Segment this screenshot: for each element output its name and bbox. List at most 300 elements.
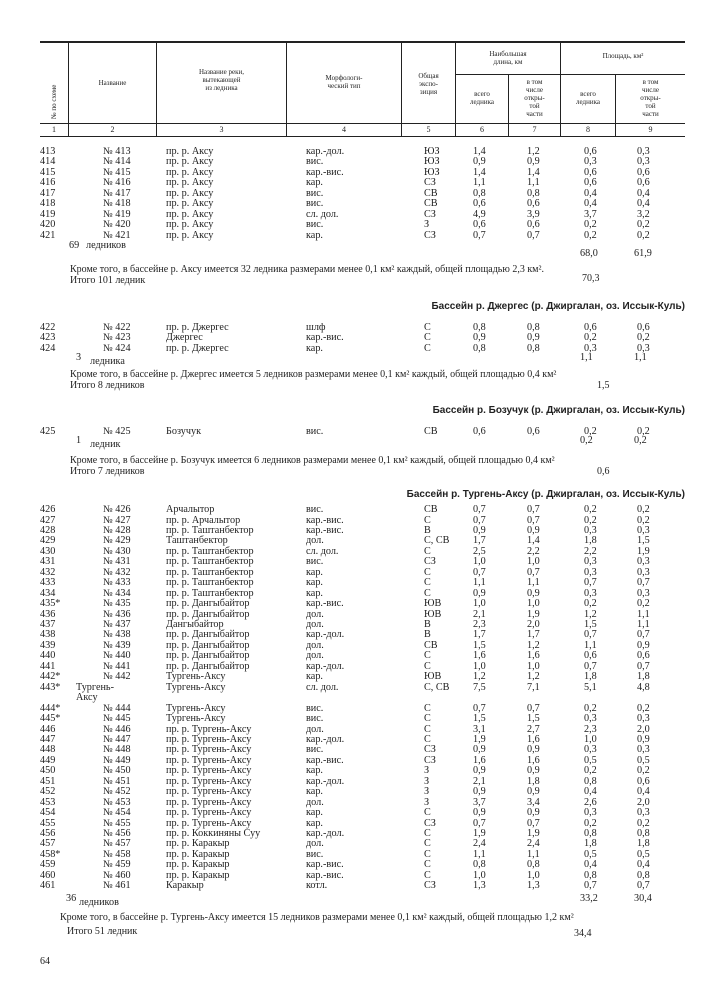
cell-length-total: 0,7 [473,702,486,714]
cell-area-open: 0,2 [637,765,650,777]
cell-length-total: 0,7 [473,566,486,578]
total-area-total: 1,1 [580,352,593,363]
cell-length-open: 0,7 [527,817,540,829]
cell-morph-type: кар. [306,817,323,829]
cell-morph-type: кар. [306,671,323,683]
cell-area-total: 0,2 [584,702,597,714]
cell-area-open: 0,3 [637,807,650,818]
cell-area-open: 0,7 [637,660,650,672]
cell-scheme-number: 436 [40,608,56,620]
cell-length-total: 1,0 [473,660,486,672]
cell-river-name: пр. р. Тургень-Аксу [166,765,252,777]
total-count: 36 [66,893,77,904]
cell-length-total: 0,7 [473,229,486,241]
cell-scheme-number: 449 [40,754,56,766]
cell-glacier-name: № 446 [103,723,131,735]
cell-glacier-name: № 418 [103,198,131,210]
cell-scheme-number: 443* [40,681,61,693]
cell-scheme-number: 433 [40,577,56,589]
cell-area-open: 0,9 [637,733,650,745]
cell-glacier-name: № 442 [103,671,131,683]
total-word: ледника [90,356,125,367]
cell-river-name: пр. р. Дангыбайтор [166,598,250,609]
cell-morph-type: кар.-дол. [306,660,345,672]
cell-length-open: 1,2 [527,639,540,651]
itogo-area: 70,3 [582,273,600,284]
col-number-5: 5 [426,125,431,134]
cell-exposition: С [424,322,431,333]
cell-glacier-name: № 457 [103,838,131,850]
cell-length-total: 7,5 [473,681,486,693]
cell-exposition: З [424,775,430,787]
cell-area-total: 2,6 [584,796,597,808]
cell-area-total: 0,2 [584,514,597,526]
cell-area-total: 0,4 [584,786,597,798]
cell-length-open: 1,1 [527,577,540,589]
col-number-4: 4 [342,125,346,134]
cell-area-total: 1,8 [584,838,597,850]
header-col-3: Название реки, вытекающей из ледника [198,68,245,92]
header-length-group: Наибольшая длина, км [489,50,527,66]
cell-scheme-number: 429 [40,535,56,547]
cell-length-total: 0,6 [473,198,486,210]
cell-area-total: 1,5 [584,619,597,630]
itogo-area: 1,5 [597,380,610,391]
cell-glacier-name: № 435 [103,598,131,609]
cell-exposition: СВ [424,639,438,651]
cell-exposition: С, СВ [424,681,450,693]
cell-area-open: 0,7 [637,629,650,641]
cell-morph-type: кар. [306,765,323,777]
cell-river-name: пр. р. Аксу [166,187,214,199]
cell-area-open: 1,1 [637,619,650,630]
cell-scheme-number: 428 [40,524,56,536]
cell-length-total: 1,1 [473,177,486,189]
header-col-1: № по схеме [50,84,58,119]
cell-length-open: 1,9 [527,608,540,620]
cell-area-open: 0,2 [637,514,650,526]
cell-length-open: 1,9 [527,828,540,839]
cell-length-total: 0,9 [473,765,486,777]
cell-exposition: СЗ [424,556,436,568]
cell-length-open: 2,4 [527,838,540,850]
cell-morph-type: вис. [306,556,324,568]
cell-glacier-name: № 449 [103,754,131,766]
cell-river-name: пр. р. Каракыр [166,848,230,860]
cell-length-open: 1,1 [527,177,540,189]
cell-scheme-number: 424 [40,342,56,354]
cell-area-total: 1,2 [584,608,597,620]
cell-glacier-name: № 417 [103,187,131,199]
cell-scheme-number: 423 [40,332,56,344]
cell-scheme-number: 442* [40,671,61,683]
cell-glacier-name: Аксу [76,692,98,704]
cell-river-name: пр. р. Аксу [166,198,214,210]
col-number-8: 8 [586,125,590,134]
cell-glacier-name: № 423 [103,332,131,344]
cell-area-total: 2,3 [584,723,597,735]
cell-glacier-name: № 445 [103,713,131,724]
cell-length-total: 0,8 [473,342,486,354]
total-area-total: 68,0 [580,248,598,260]
cell-area-open: 0,3 [637,587,650,599]
cell-exposition: СЗ [424,880,436,892]
col-number-1: 1 [52,125,56,134]
cell-area-open: 0,8 [637,828,650,839]
cell-morph-type: кар. [306,577,323,589]
cell-area-open: 0,4 [637,187,650,199]
cell-glacier-name: № 429 [103,535,131,547]
cell-length-open: 1,1 [527,848,540,860]
cell-river-name: пр. р. Дангыбайтор [166,629,250,641]
cell-length-total: 1,0 [473,869,486,881]
cell-exposition: СЗ [424,177,436,189]
total-count: 69 [69,240,80,252]
cell-glacier-name: № 451 [103,775,131,787]
cell-exposition: СВ [424,426,438,437]
cell-exposition: СЗ [424,744,436,756]
cell-glacier-name: № 427 [103,514,131,526]
cell-area-open: 0,3 [637,713,650,724]
cell-area-open: 0,2 [637,817,650,829]
total-area-open: 30,4 [634,893,652,904]
cell-river-name: пр. р. Джергес [166,322,229,333]
cell-area-total: 1,0 [584,733,597,745]
cell-exposition: С [424,713,431,724]
cell-length-open: 0,6 [527,426,540,437]
cell-morph-type: кар. [306,342,323,354]
cell-scheme-number: 434 [40,587,56,599]
cell-length-open: 0,9 [527,156,540,168]
cell-length-total: 1,9 [473,733,486,745]
cell-area-open: 0,5 [637,848,650,860]
cell-area-open: 1,8 [637,838,650,850]
cell-scheme-number: 414 [40,156,56,168]
total-area-total: 0,2 [580,435,593,446]
cell-morph-type: кар.-вис. [306,754,344,766]
cell-glacier-name: № 458 [103,848,131,860]
cell-area-total: 0,3 [584,156,597,168]
cell-scheme-number: 457 [40,838,56,850]
cell-exposition: З [424,219,430,231]
cell-scheme-number: 426 [40,504,56,515]
cell-length-open: 0,8 [527,859,540,871]
cell-length-open: 1,6 [527,754,540,766]
cell-area-open: 1,8 [637,671,650,683]
cell-scheme-number: 438 [40,629,56,641]
cell-scheme-number: 422 [40,322,56,333]
cell-length-total: 3,1 [473,723,486,735]
col-number-6: 6 [480,125,484,134]
cell-glacier-name: № 416 [103,177,131,189]
cell-area-open: 0,6 [637,177,650,189]
cell-river-name: пр. р. Таштанбектор [166,587,254,599]
cell-scheme-number: 425 [40,426,56,437]
itogo-area: 0,6 [597,466,610,477]
cell-length-total: 1,1 [473,848,486,860]
cell-length-open: 1,0 [527,598,540,609]
cell-area-total: 0,3 [584,744,597,756]
total-area-open: 1,1 [634,352,647,363]
cell-exposition: СЗ [424,754,436,766]
cell-area-total: 0,6 [584,146,597,157]
cell-glacier-name: № 420 [103,219,131,231]
cell-area-total: 0,7 [584,880,597,892]
cell-length-open: 1,6 [527,650,540,662]
cell-river-name: пр. р. Таштанбектор [166,524,254,536]
cell-glacier-name: № 447 [103,733,131,745]
cell-river-name: пр. р. Дангыбайтор [166,660,250,672]
cell-river-name: пр. р. Таштанбектор [166,566,254,578]
cell-length-total: 0,8 [473,859,486,871]
cell-river-name: Каракыр [166,880,204,892]
cell-length-open: 1,7 [527,629,540,641]
cell-scheme-number: 458* [40,848,61,860]
cell-scheme-number: 413 [40,146,56,157]
cell-glacier-name: № 436 [103,608,131,620]
cell-length-total: 1,3 [473,880,486,892]
cell-glacier-name: № 422 [103,322,131,333]
cell-exposition: С [424,650,431,662]
basin-heading: Бассейн р. Бозучук (р. Джиргалан, оз. Иссык-Куль) [432,405,685,416]
cell-scheme-number: 451 [40,775,56,787]
cell-river-name: Арчалытор [166,504,215,515]
cell-exposition: С [424,807,431,818]
cell-length-total: 0,8 [473,187,486,199]
cell-scheme-number: 461 [40,880,56,892]
cell-river-name: пр. р. Аксу [166,146,214,157]
basin-heading: Бассейн р. Тургень-Аксу (р. Джиргалан, оз. Иссык-Куль) [406,489,685,500]
cell-morph-type: кар. [306,587,323,599]
cell-river-name: пр. р. Дангыбайтор [166,650,250,662]
cell-morph-type: сл. дол. [306,545,339,557]
cell-length-open: 0,6 [527,198,540,210]
cell-scheme-number: 432 [40,566,56,578]
cell-morph-type: вис. [306,198,324,210]
cell-glacier-name: № 460 [103,869,131,881]
cell-river-name: пр. р. Таштанбектор [166,577,254,589]
cell-area-total: 0,3 [584,524,597,536]
cell-morph-type: кар.-вис. [306,859,344,871]
cell-length-total: 1,6 [473,754,486,766]
cell-scheme-number: 446 [40,723,56,735]
cell-river-name: пр. р. Дангыбайтор [166,639,250,651]
cell-morph-type: вис. [306,713,324,724]
cell-glacier-name: № 414 [103,156,131,168]
cell-area-open: 0,5 [637,754,650,766]
cell-glacier-name: № 425 [103,426,131,437]
header-col-9: в том числе откры- той части [640,78,661,118]
cell-length-total: 2,3 [473,619,486,630]
cell-length-open: 0,7 [527,702,540,714]
cell-area-open: 0,3 [637,146,650,157]
cell-exposition: З [424,765,430,777]
cell-length-total: 0,7 [473,817,486,829]
cell-glacier-name: № 433 [103,577,131,589]
cell-exposition: С [424,660,431,672]
cell-area-open: 0,4 [637,786,650,798]
length-group-rule [455,74,685,75]
cell-morph-type: дол. [306,535,324,547]
cell-length-open: 0,9 [527,587,540,599]
cell-scheme-number: 419 [40,208,56,220]
col-number-2: 2 [110,125,115,134]
cell-scheme-number: 445* [40,713,61,724]
cell-exposition: СЗ [424,208,436,220]
cell-area-open: 0,3 [637,556,650,568]
cell-length-total: 0,9 [473,744,486,756]
cell-river-name: Тургень-Аксу [166,713,226,724]
cell-area-total: 0,8 [584,775,597,787]
cell-area-total: 0,4 [584,198,597,210]
cell-morph-type: вис. [306,219,324,231]
cell-length-open: 1,8 [527,775,540,787]
cell-length-open: 1,0 [527,660,540,672]
cell-morph-type: дол. [306,639,324,651]
cell-morph-type: кар. [306,786,323,798]
cell-exposition: СВ [424,504,438,515]
cell-exposition: С [424,342,431,354]
cell-length-open: 0,6 [527,219,540,231]
cell-scheme-number: 452 [40,786,56,798]
cell-morph-type: кар.-дол. [306,828,345,839]
cell-river-name: пр. р. Тургень-Аксу [166,817,252,829]
total-area-open: 61,9 [634,248,652,260]
cell-length-total: 0,7 [473,514,486,526]
cell-area-total: 0,3 [584,556,597,568]
cell-length-total: 1,5 [473,639,486,651]
total-word: ледников [79,897,119,908]
cell-area-open: 0,2 [637,598,650,609]
col-number-7: 7 [532,125,537,134]
cell-glacier-name: № 434 [103,587,131,599]
cell-morph-type: дол. [306,619,324,630]
cell-area-total: 0,3 [584,342,597,354]
cell-exposition: С [424,828,431,839]
cell-glacier-name: № 459 [103,859,131,871]
cell-exposition: СВ [424,187,438,199]
cell-length-total: 2,4 [473,838,486,850]
cell-exposition: С [424,587,431,599]
cell-length-total: 0,9 [473,332,486,344]
cell-river-name: пр. р. Тургень-Аксу [166,775,252,787]
cell-morph-type: сл. дол. [306,681,339,693]
cell-river-name: пр. р. Аксу [166,166,214,178]
cell-morph-type: кар.-дол. [306,629,345,641]
cell-length-total: 1,4 [473,166,486,178]
col-sep-1 [68,41,69,137]
cell-length-total: 1,2 [473,671,486,683]
cell-length-open: 2,0 [527,619,540,630]
page-number: 64 [40,956,50,967]
cell-river-name: пр. р. Каракыр [166,859,230,871]
cell-scheme-number: 448 [40,744,56,756]
cell-exposition: С [424,723,431,735]
cell-area-total: 0,2 [584,229,597,241]
cell-area-open: 0,3 [637,342,650,354]
cell-river-name: пр. р. Тургень-Аксу [166,807,252,818]
cell-scheme-number: 440 [40,650,56,662]
cell-morph-type: дол. [306,723,324,735]
cell-river-name: пр. р. Джергес [166,342,229,354]
cell-morph-type: кар. [306,807,323,818]
header-bottom-rule [40,136,685,137]
cell-length-total: 1,4 [473,146,486,157]
cell-exposition: СЗ [424,229,436,241]
cell-area-open: 0,7 [637,880,650,892]
cell-area-total: 0,4 [584,859,597,871]
cell-area-open: 2,0 [637,723,650,735]
cell-scheme-number: 430 [40,545,56,557]
cell-area-total: 5,1 [584,681,597,693]
itogo-line: Итого 7 ледников [70,466,145,477]
cell-scheme-number: 437 [40,619,56,630]
cell-morph-type: кар.-вис. [306,332,344,344]
cell-morph-type: вис. [306,156,324,168]
cell-area-total: 0,6 [584,177,597,189]
cell-morph-type: котл. [306,880,328,892]
cell-length-total: 4,9 [473,208,486,220]
cell-morph-type: кар. [306,229,323,241]
cell-glacier-name: № 437 [103,619,131,630]
cell-area-total: 0,3 [584,587,597,599]
cell-length-total: 0,9 [473,524,486,536]
cell-area-total: 0,2 [584,219,597,231]
total-word: ледников [86,240,126,252]
basin-note: Кроме того, в бассейне р. Тургень-Аксу имеется 15 ледников размерами менее 0,1 км² каждый, общей площадью 1,2 км² [60,912,574,923]
cell-area-total: 0,3 [584,807,597,818]
cell-area-total: 0,2 [584,765,597,777]
cell-length-open: 1,5 [527,713,540,724]
cell-length-open: 0,9 [527,524,540,536]
cell-length-total: 1,7 [473,535,486,547]
cell-glacier-name: Тургень- [76,681,114,693]
cell-river-name: Бозучук [166,426,202,437]
cell-scheme-number: 427 [40,514,56,526]
cell-morph-type: кар.-дол. [306,775,345,787]
cell-glacier-name: № 453 [103,796,131,808]
cell-river-name: пр. р. Тургень-Аксу [166,796,252,808]
cell-morph-type: шлф [306,322,326,333]
cell-scheme-number: 453 [40,796,56,808]
cell-area-total: 0,2 [584,504,597,515]
cell-length-total: 2,1 [473,775,486,787]
cell-river-name: Тургень-Аксу [166,681,226,693]
total-word: ледник [90,439,121,450]
cell-length-open: 1,2 [527,671,540,683]
cell-river-name: Дангыбайтор [166,619,224,630]
cell-area-open: 0,2 [637,229,650,241]
cell-exposition: В [424,619,431,630]
basin-note: Кроме того, в бассейне р. Аксу имеется 32 ледника размерами менее 0,1 км² каждый, общей площадью 2,3 км². [70,264,545,275]
total-area-open: 0,2 [634,435,647,446]
cell-length-open: 0,7 [527,229,540,241]
header-area-group: Площадь, км² [602,52,644,60]
cell-length-open: 0,9 [527,332,540,344]
cell-area-open: 3,2 [637,208,650,220]
cell-area-open: 0,3 [637,156,650,168]
cell-morph-type: кар.-дол. [306,733,345,745]
cell-exposition: С [424,545,431,557]
cell-morph-type: кар. [306,566,323,578]
cell-length-total: 1,6 [473,650,486,662]
cell-exposition: В [424,629,431,641]
cell-morph-type: вис. [306,702,324,714]
cell-glacier-name: № 415 [103,166,131,178]
cell-exposition: С, СВ [424,535,450,547]
cell-exposition: С [424,733,431,745]
cell-river-name: пр. р. Аксу [166,156,214,168]
